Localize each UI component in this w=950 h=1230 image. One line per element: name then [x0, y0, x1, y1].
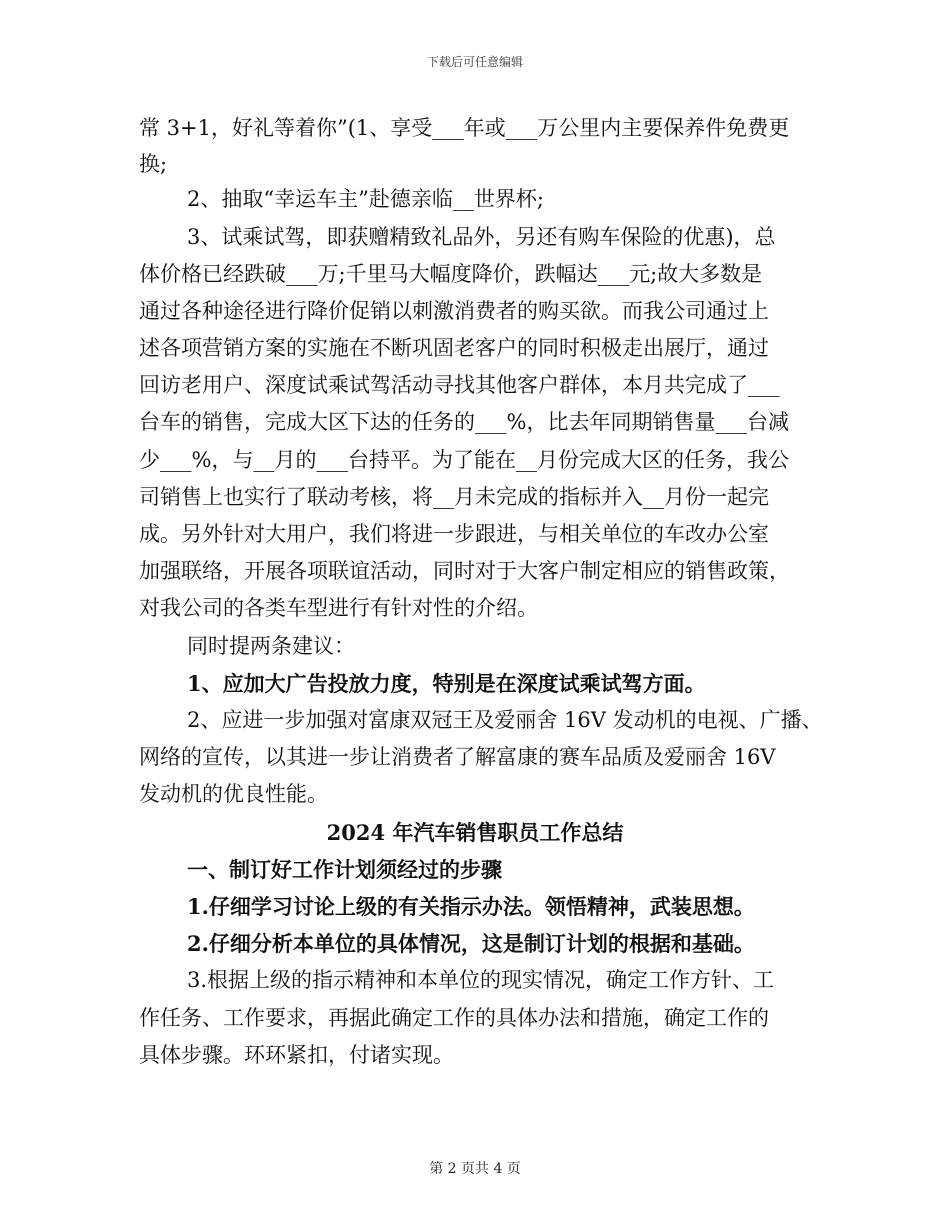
- text-line: 回访老用户、深度试乘试驾活动寻找其他客户群体，本月共完成了___: [139, 373, 780, 397]
- text-line: 具体步骤。环环紧扣，付诸实现。: [139, 1043, 454, 1067]
- text-line: 体价格已经跌破___万;千里马大幅度降价，跌幅达___元;故大多数是: [139, 262, 763, 286]
- section-title: 2024 年汽车销售职员工作总结: [326, 820, 624, 845]
- text-line: 2、抽取“幸运车主”赴德亲临__世界杯;: [187, 187, 544, 211]
- text-line: 成。另外针对大用户，我们将进一步跟进，与相关单位的车改办公室: [139, 522, 769, 546]
- page-footer: 第 2 页共 4 页: [429, 1161, 521, 1177]
- text-line-bold: 2.仔细分析本单位的具体情况，这是制订计划的根据和基础。: [187, 931, 755, 956]
- text-line: 述各项营销方案的实施在不断巩固老客户的同时积极走出展厅，通过: [139, 336, 769, 360]
- text-line: 3.根据上级的指示精神和本单位的现实情况，确定工作方针、工: [187, 968, 775, 992]
- text-line: 少___%，与__月的___台持平。为了能在__月份完成大区的任务，我公: [139, 448, 789, 472]
- text-line: 司销售上也实行了联动考核，将__月未完成的指标并入__月份一起完: [139, 485, 769, 509]
- text-line: 发动机的优良性能。: [139, 782, 328, 806]
- text-line-bold: 1.仔细学习讨论上级的有关指示办法。领悟精神，武装思想。: [187, 894, 755, 919]
- text-line: 作任务、工作要求，再据此确定工作的具体办法和措施，确定工作的: [139, 1006, 769, 1030]
- text-line: 常 3+1，好礼等着你”(1、享受___年或___万公里内主要保养件免费更: [139, 116, 790, 140]
- text-line: 3、试乘试驾，即获赠精致礼品外，另还有购车保险的优惠)，总: [187, 225, 776, 249]
- heading-step: 一、制订好工作计划须经过的步骤: [187, 857, 502, 882]
- text-line: 加强联络，开展各项联谊活动，同时对于大客户制定相应的销售政策，: [139, 559, 790, 583]
- text-line: 2、应进一步加强对富康双冠王及爱丽舍 16V 发动机的电视、广播、: [187, 708, 823, 732]
- text-line: 通过各种途径进行降价促销以刺激消费者的购买欲。而我公司通过上: [139, 299, 769, 323]
- page-header: 下载后可任意编辑: [426, 55, 523, 69]
- text-line: 同时提两条建议：: [187, 634, 355, 658]
- text-line: 换;: [139, 152, 168, 176]
- text-line: 对我公司的各类车型进行有针对性的介绍。: [139, 596, 538, 620]
- text-line: 台车的销售，完成大区下达的任务的___%，比去年同期销售量___台减: [139, 410, 789, 434]
- text-line-bold: 1、应加大广告投放力度，特别是在深度试乘试驾方面。: [187, 671, 706, 696]
- text-line: 网络的宣传，以其进一步让消费者了解富康的赛车品质及爱丽舍 16V: [139, 745, 776, 769]
